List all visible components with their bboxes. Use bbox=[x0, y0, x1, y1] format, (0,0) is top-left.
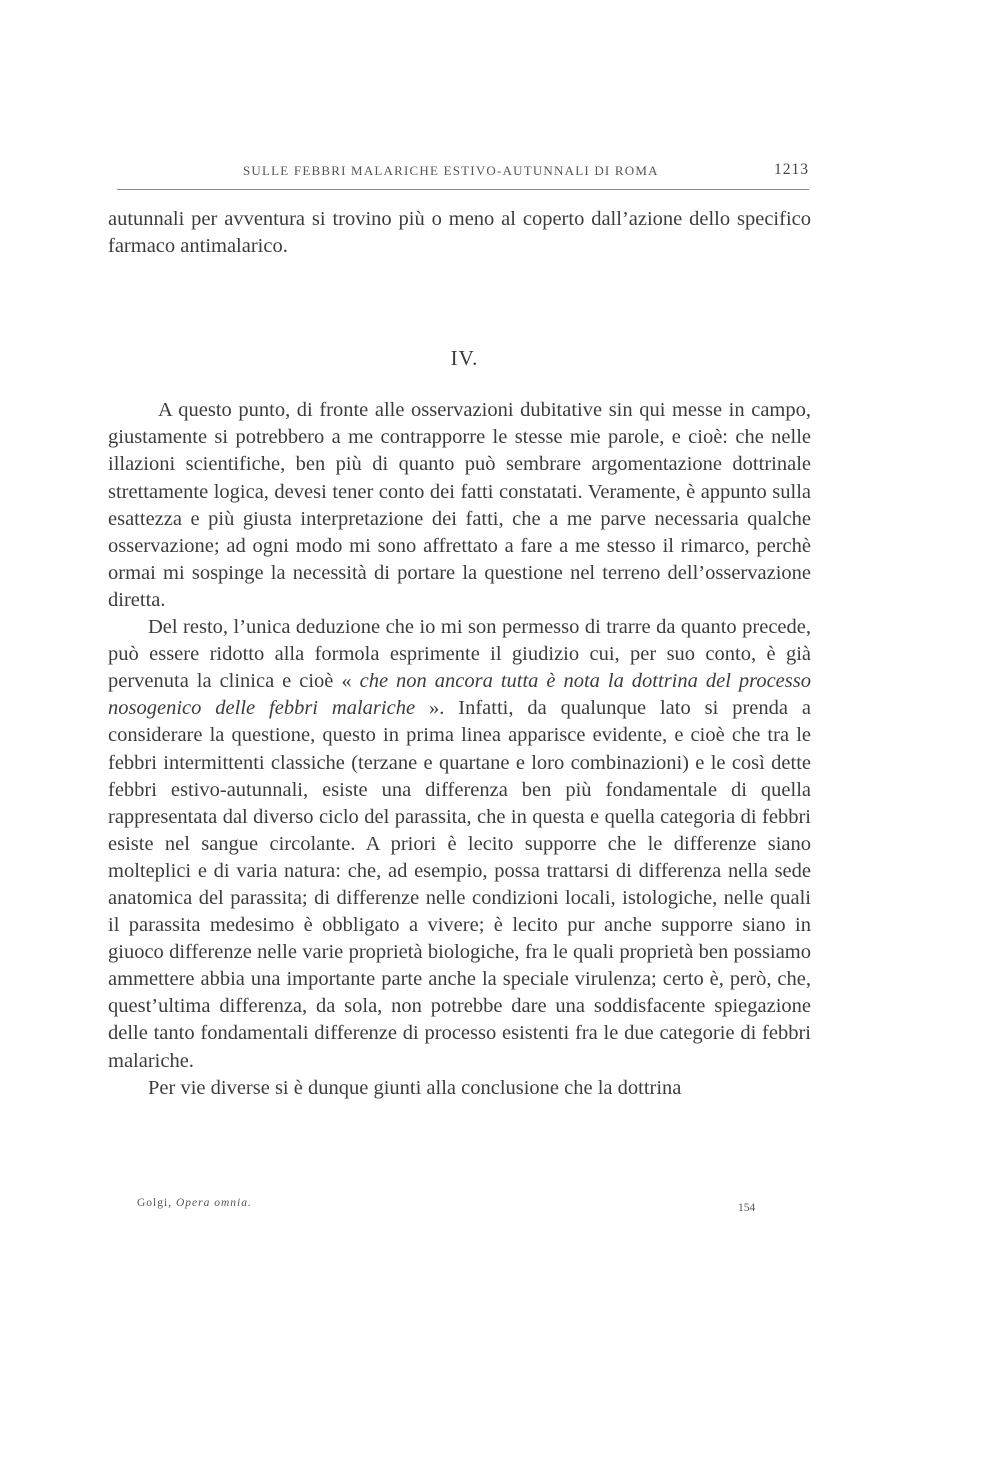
paragraph-2-text-after: ». Infatti, da qualunque lato si prenda a considerare la questione, questo in prima linea apparisce evidente, e cioè che tra le febbri intermittenti classiche (terzane e quartane e loro combinazioni) e le così dette febbri estivo-autunnali, esiste una differenza ben più fondamentale di quella rappresentata dal diverso ciclo del parassita, che in questa e quella categoria di febbri esiste nel sangue circolante. A priori è lecito supporre che le differenze siano molteplici e di varia natura: che, ad esempio, possa trattarsi di differenza nella sede anatomica del parassita; di differenze nelle condizioni locali, istologiche, nelle quali il parassita medesimo è obbligato a vivere; è lecito pur anche supporre siano in giuoco differenze nelle varie proprietà biologiche, fra le quali proprietà ben possiamo ammettere abbia una importante parte anche la speciale virulenza; certo è, però, che, quest’ultima differenza, da sola, non potrebbe dare una soddisfacente spiegazione delle tanto fondamentali differenze di processo esistenti fra le due categorie di febbri malariche. bbox=[108, 697, 811, 1072]
body-text bbox=[108, 206, 811, 1102]
paragraph-continued: autunnali per avventura si trovino più o meno al coperto dall’azione dello specifico farmaco antimalarico. bbox=[108, 208, 811, 258]
paragraph-1: A questo punto, di fronte alle osservazioni dubitative sin qui messe in campo, giustamente si potrebbero a me contrapporre le stesse mie parole, e cioè: che nelle illazioni scientifiche, ben più di quanto può sembrare argomentazione dottrinale strettamente logica, devesi tener conto dei fatti constatati. Veramente, è appunto sulla esattezza e più giusta interpretazione dei fatti, che a me parve necessaria qualche osservazione; ad ogni modo mi sono affrettato a fare a me stesso il rimarco, perchè ormai mi sospinge la necessità di portare la questione nel terreno dell’osservazione diretta. bbox=[108, 399, 811, 611]
running-header bbox=[117, 163, 809, 190]
sheet-number: 154 bbox=[738, 1202, 756, 1214]
signature-work: Opera omnia. bbox=[175, 1197, 252, 1209]
running-title: SULLE FEBBRI MALARICHE ESTIVO-AUTUNNALI DI ROMA bbox=[243, 163, 659, 178]
page-number: 1213 bbox=[774, 161, 809, 178]
paragraph-3: Per vie diverse si è dunque giunti alla conclusione che la dottrina bbox=[148, 1076, 682, 1099]
signature-line bbox=[137, 1197, 252, 1209]
paragraph-2-text-before: Del resto, l’unica deduzione che io mi son permesso di trarre da quanto precede, può essere ridotto alla formola esprimente il giudizio cui, per suo conto, è già pervenuta la clinica e cioè « bbox=[108, 616, 811, 693]
signature-author: Golgi, bbox=[137, 1197, 173, 1209]
paragraph-2 bbox=[108, 614, 811, 1075]
paragraph-2-quotation: che non ancora tutta è nota la dottrina del processo nosogenico delle febbri malariche bbox=[108, 670, 811, 720]
section-heading: IV. bbox=[450, 346, 479, 371]
